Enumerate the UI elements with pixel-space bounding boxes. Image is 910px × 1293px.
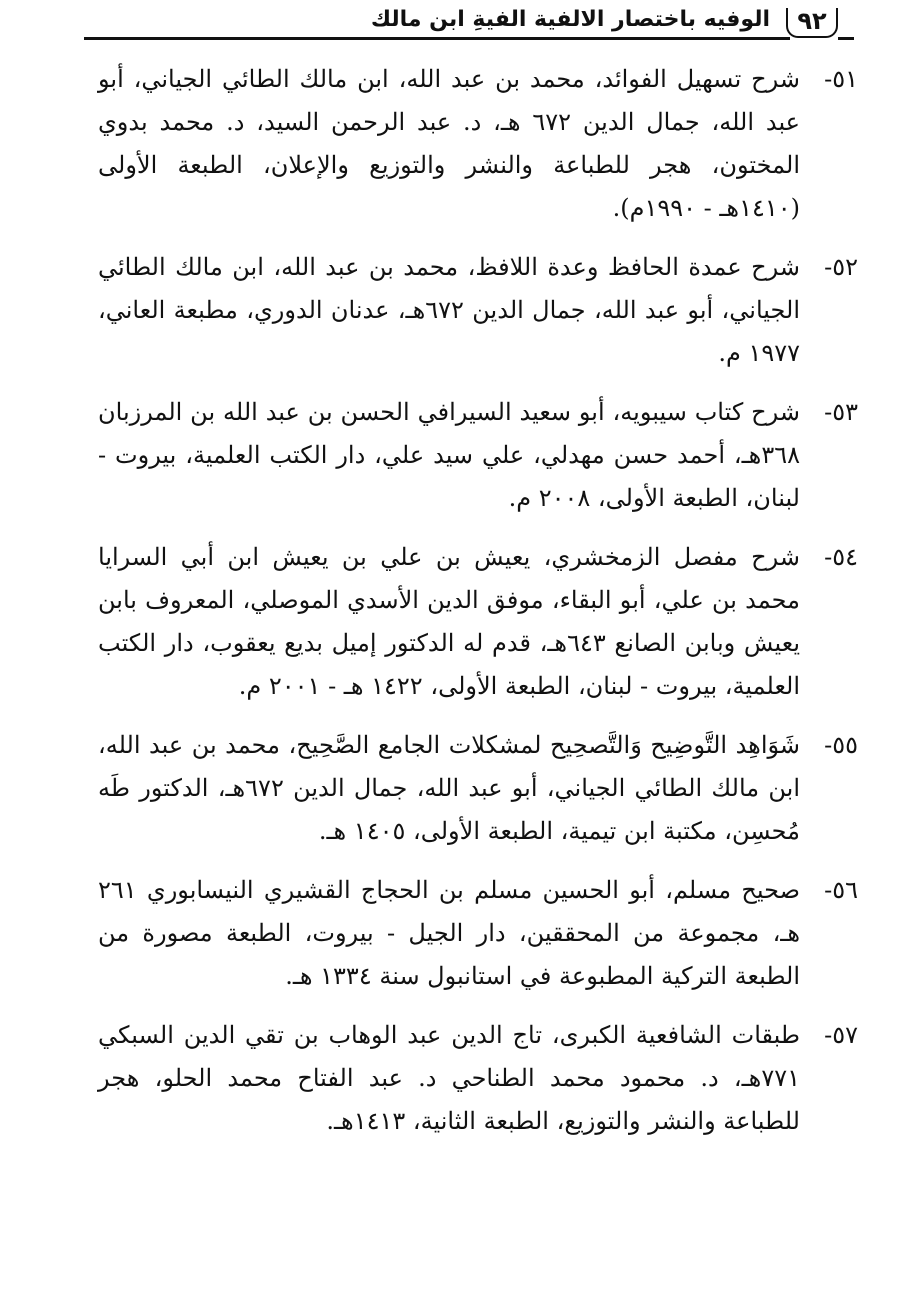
entry-text: شرح مفصل الزمخشري، يعيش بن علي بن يعيش ابن أبي السرايا محمد بن علي، أبو البقاء، موفق الدين الأسدي الموصلي، المعروف بابن يعيش وبابن الصانع ٦٤٣هـ، قدم له الدكتور إميل بديع يعقوب، دار الكتب العلمية، بيروت - لبنان، الطبعة الأولى، ١٤٢٢ هـ - ٢٠٠١ م. (98, 543, 800, 700)
entry-text: شرح تسهيل الفوائد، محمد بن عبد الله، ابن مالك الطائي الجياني، أبو عبد الله، جمال الدين ٦٧٢ هـ، د. عبد الرحمن السيد، د. محمد بدوي المختون، هجر للطباعة والنشر والتوزيع والإعلان، الطبعة الأولى (١٤١٠هـ - ١٩٩٠م). (98, 65, 801, 222)
header-rule-right (838, 37, 854, 40)
entry-number: ٥٧- (824, 1021, 858, 1049)
bibliography-entry-52 (98, 246, 858, 375)
bibliography-list (98, 58, 858, 1159)
bibliography-entry-56 (98, 869, 858, 998)
bibliography-entry-57 (98, 1014, 858, 1143)
bibliography-entry-54 (98, 536, 858, 708)
header-title: الوفيه باختصار الالفية الفيةِ ابن مالك (370, 7, 770, 32)
entry-number: ٥٣- (824, 398, 858, 426)
bibliography-entry-55 (98, 724, 858, 853)
running-header (84, 4, 854, 44)
entry-text: شرح عمدة الحافظ وعدة اللافظ، محمد بن عبد الله، ابن مالك الطائي الجياني، أبو عبد الله، جمال الدين ٦٧٢هـ، عدنان الدوري، مطبعة العاني، ١٩٧٧ م. (98, 253, 800, 367)
bibliography-entry-53 (98, 391, 858, 520)
header-rule (84, 37, 790, 40)
entry-number: ٥٢- (824, 253, 858, 281)
entry-text: شَوَاهِد التَّوضِيح وَالتَّصحِيح لمشكلات الجامع الصَّحِيح، محمد بن عبد الله، ابن مالك الطائي الجياني، أبو عبد الله، جمال الدين ٦٧٢هـ، الدكتور طَه مُحسِن، مكتبة ابن تيمية، الطبعة الأولى، ١٤٠٥ هـ. (98, 731, 800, 845)
entry-number: ٥٥- (824, 731, 858, 759)
entry-text: شرح كتاب سيبويه، أبو سعيد السيرافي الحسن بن عبد الله بن المرزبان ٣٦٨هـ، أحمد حسن مهدلي، علي سيد علي، دار الكتب العلمية، بيروت - لبنان، الطبعة الأولى، ٢٠٠٨ م. (98, 398, 800, 512)
entry-number: ٥٤- (824, 543, 858, 571)
entry-number: ٥١- (824, 65, 858, 93)
entry-number: ٥٦- (824, 876, 858, 904)
bibliography-entry-51 (98, 58, 858, 230)
entry-text: طبقات الشافعية الكبرى، تاج الدين عبد الوهاب بن تقي الدين السبكي ٧٧١هـ، د. محمود محمد الطناحي د. عبد الفتاح محمد الحلو، هجر للطباعة والنشر والتوزيع، الطبعة الثانية، ١٤١٣هـ. (98, 1021, 800, 1135)
page-number: ٩٢ (786, 8, 838, 38)
entry-text: صحيح مسلم، أبو الحسين مسلم بن الحجاج القشيري النيسابوري ٢٦١ هـ، مجموعة من المحققين، دار الجيل - بيروت، الطبعة مصورة من الطبعة التركية المطبوعة في استانبول سنة ١٣٣٤ هـ. (98, 876, 800, 990)
